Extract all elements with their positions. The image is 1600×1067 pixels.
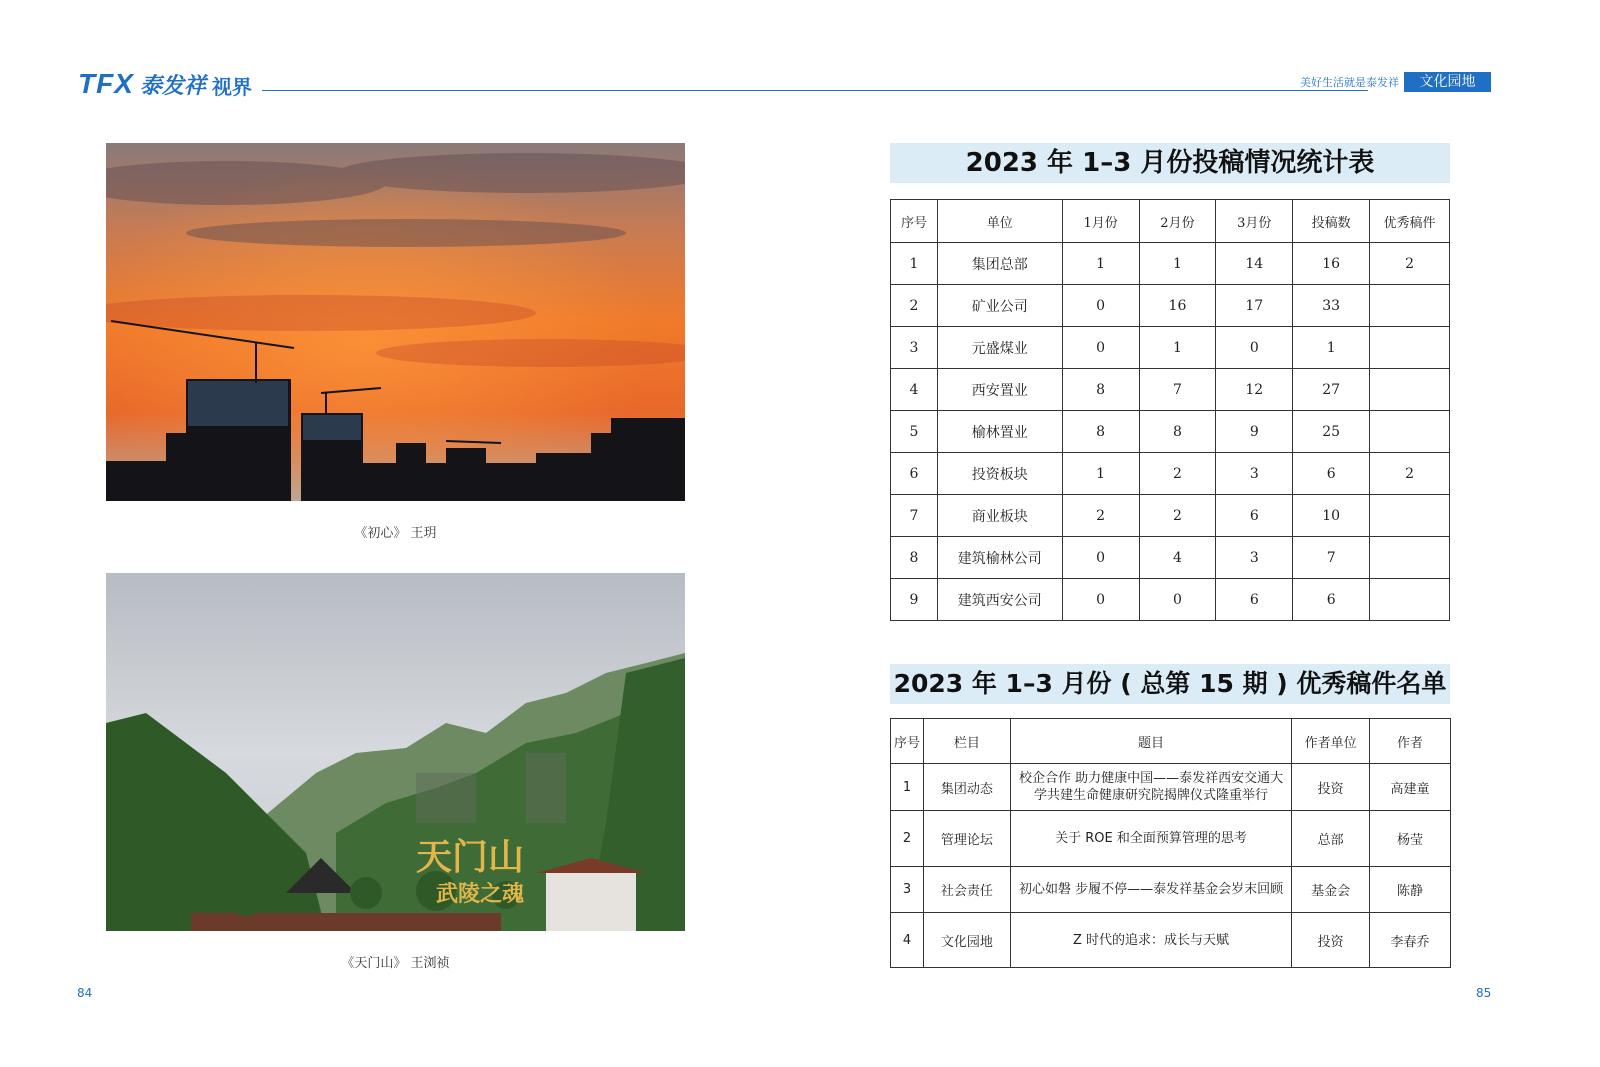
topic-cell: 关于 ROE 和全面预算管理的思考	[1010, 811, 1291, 867]
table-cell: 17	[1216, 285, 1293, 327]
header-cell: 1月份	[1062, 200, 1139, 243]
header-cell: 作者单位	[1292, 719, 1370, 764]
excellent-table	[890, 718, 1451, 968]
page-number-right: 85	[1476, 986, 1492, 1000]
header-cell: 作者	[1370, 719, 1451, 764]
table-cell: 12	[1216, 369, 1293, 411]
table-cell	[1370, 411, 1450, 453]
mountain-image	[106, 573, 685, 931]
table-cell	[1370, 369, 1450, 411]
table-cell: 6	[891, 453, 938, 495]
table-cell: 27	[1293, 369, 1370, 411]
header-cell: 序号	[891, 200, 938, 243]
table-cell	[1370, 327, 1450, 369]
logo-view: 视界	[211, 75, 252, 99]
table-cell: 6	[1293, 453, 1370, 495]
topic-cell	[1010, 764, 1291, 811]
table-cell: 元盛煤业	[937, 327, 1062, 369]
table-cell: 3	[1216, 537, 1293, 579]
logo-name: 泰发祥	[139, 74, 206, 99]
topic-line: 学共建生命健康研究院揭牌仪式隆重举行	[1034, 788, 1269, 803]
logo-mark: TFX	[78, 68, 134, 99]
table-header-row	[891, 200, 1450, 243]
table-cell: 投资	[1292, 764, 1370, 811]
table-cell: 7	[1139, 369, 1216, 411]
excellent-table-title: 2023 年 1–3 月份 ( 总第 15 期 ) 优秀稿件名单	[890, 664, 1450, 704]
table-cell: 14	[1216, 243, 1293, 285]
table-cell: 2	[1370, 243, 1450, 285]
table-row	[891, 867, 1451, 913]
header-cell: 优秀稿件	[1370, 200, 1450, 243]
table-cell: 1	[1062, 453, 1139, 495]
photo-sunset	[106, 143, 685, 501]
header-slogan: 美好生活就是泰发祥	[1300, 76, 1399, 89]
table-cell: 文化园地	[923, 913, 1010, 968]
table-cell: 33	[1293, 285, 1370, 327]
table-cell: 0	[1139, 579, 1216, 621]
table-cell: 李春乔	[1370, 913, 1451, 968]
table-row	[891, 913, 1451, 968]
table-cell: 9	[891, 579, 938, 621]
table-cell: 6	[1216, 579, 1293, 621]
table-cell: 1	[891, 764, 924, 811]
table-cell: 2	[1062, 495, 1139, 537]
table-row	[891, 537, 1450, 579]
table-cell	[1370, 285, 1450, 327]
table-row	[891, 285, 1450, 327]
table-cell: 8	[1062, 411, 1139, 453]
table-row	[891, 453, 1450, 495]
table-cell: 9	[1216, 411, 1293, 453]
table-row	[891, 369, 1450, 411]
topic-line: 校企合作 助力健康中国——泰发祥西安交通大	[1018, 771, 1284, 786]
table-cell: 投资	[1292, 913, 1370, 968]
table-row	[891, 243, 1450, 285]
header-cell: 序号	[891, 719, 924, 764]
table-row	[891, 811, 1451, 867]
brand-logo	[78, 68, 252, 100]
photo-caption: 《天门山》 王浏祯	[341, 956, 450, 971]
table-cell: 8	[1062, 369, 1139, 411]
submission-table	[890, 199, 1450, 621]
table-cell: 0	[1062, 579, 1139, 621]
table-cell: 0	[1062, 285, 1139, 327]
table-cell: 1	[1293, 327, 1370, 369]
table-header-row	[891, 719, 1451, 764]
table-cell: 管理论坛	[923, 811, 1010, 867]
header-cell: 单位	[937, 200, 1062, 243]
photo-mountain	[106, 573, 685, 931]
topic-cell: Z 时代的追求：成长与天赋	[1010, 913, 1291, 968]
table-cell: 25	[1293, 411, 1370, 453]
table-cell	[1370, 537, 1450, 579]
table-cell: 商业板块	[937, 495, 1062, 537]
table-cell: 6	[1216, 495, 1293, 537]
header-cell: 题目	[1010, 719, 1291, 764]
submission-table-title: 2023 年 1–3 月份投稿情况统计表	[890, 143, 1450, 183]
table-cell: 总部	[1292, 811, 1370, 867]
table-row	[891, 495, 1450, 537]
table-cell: 8	[891, 537, 938, 579]
sign-main: 天门山	[416, 836, 525, 878]
table-cell: 0	[1062, 537, 1139, 579]
table-cell: 2	[1139, 453, 1216, 495]
sunset-image	[106, 143, 685, 501]
table-cell: 16	[1139, 285, 1216, 327]
table-cell: 榆林置业	[937, 411, 1062, 453]
table-cell: 3	[891, 867, 924, 913]
table-cell: 集团总部	[937, 243, 1062, 285]
sign-sub: 武陵之魂	[436, 881, 525, 907]
table-cell: 社会责任	[923, 867, 1010, 913]
table-cell: 16	[1293, 243, 1370, 285]
table-cell: 4	[1139, 537, 1216, 579]
header-cell: 栏目	[923, 719, 1010, 764]
table-cell: 10	[1293, 495, 1370, 537]
table-cell: 投资板块	[937, 453, 1062, 495]
table-cell: 4	[891, 913, 924, 968]
table-cell: 7	[1293, 537, 1370, 579]
table-cell	[1370, 495, 1450, 537]
table-cell: 7	[891, 495, 938, 537]
table-cell: 杨莹	[1370, 811, 1451, 867]
section-tag: 文化园地	[1404, 72, 1491, 92]
table-row	[891, 327, 1450, 369]
table-cell: 8	[1139, 411, 1216, 453]
table-cell: 5	[891, 411, 938, 453]
table-cell: 0	[1062, 327, 1139, 369]
header-cell: 投稿数	[1293, 200, 1370, 243]
page-number-left: 84	[77, 986, 93, 1000]
table-cell: 4	[891, 369, 938, 411]
table-cell: 1	[891, 243, 938, 285]
header-rule	[262, 90, 1368, 91]
topic-cell: 初心如磐 步履不停——泰发祥基金会岁末回顾	[1010, 867, 1291, 913]
table-cell: 3	[1216, 453, 1293, 495]
table-row	[891, 411, 1450, 453]
table-cell: 2	[891, 811, 924, 867]
table-cell: 陈静	[1370, 867, 1451, 913]
table-cell: 高建童	[1370, 764, 1451, 811]
table-cell: 建筑西安公司	[937, 579, 1062, 621]
header-cell: 2月份	[1139, 200, 1216, 243]
table-cell: 集团动态	[923, 764, 1010, 811]
table-row	[891, 579, 1450, 621]
table-cell: 0	[1216, 327, 1293, 369]
table-cell	[1370, 579, 1450, 621]
table-cell: 矿业公司	[937, 285, 1062, 327]
table-cell: 1	[1139, 327, 1216, 369]
table-cell: 2	[891, 285, 938, 327]
table-cell: 2	[1370, 453, 1450, 495]
table-cell: 西安置业	[937, 369, 1062, 411]
table-cell: 建筑榆林公司	[937, 537, 1062, 579]
table-row	[891, 764, 1451, 811]
header-cell: 3月份	[1216, 200, 1293, 243]
table-cell: 1	[1062, 243, 1139, 285]
table-cell: 6	[1293, 579, 1370, 621]
table-cell: 1	[1139, 243, 1216, 285]
table-cell: 基金会	[1292, 867, 1370, 913]
photo-caption: 《初心》 王玥	[354, 526, 437, 541]
table-cell: 2	[1139, 495, 1216, 537]
table-cell: 3	[891, 327, 938, 369]
